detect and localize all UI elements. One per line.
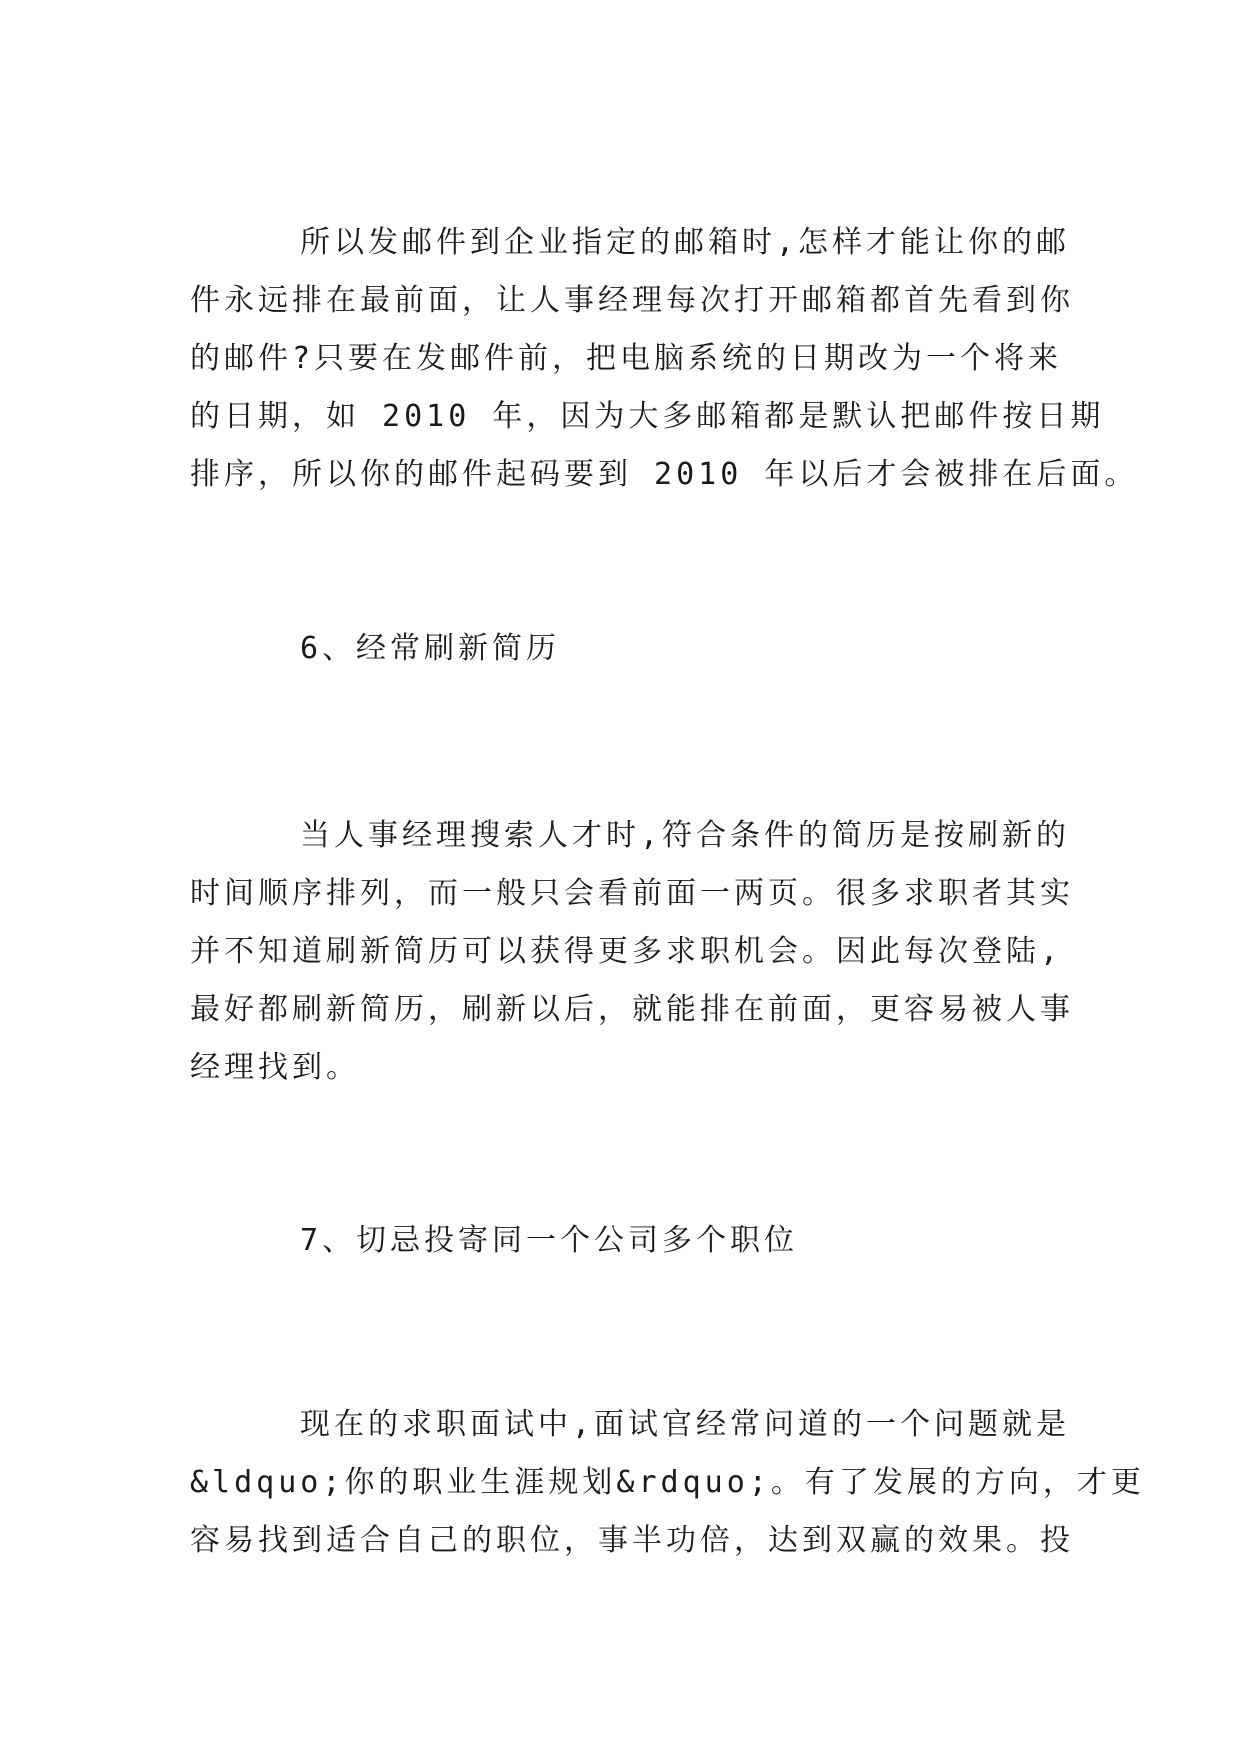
paragraph-refresh-resume bbox=[190, 807, 1074, 1097]
paragraph-email-date bbox=[190, 214, 1139, 504]
paragraph-line: 并不知道刷新简历可以获得更多求职机会。因此每次登陆, bbox=[190, 934, 1063, 969]
heading-text: 6、经常刷新简历 bbox=[300, 631, 561, 666]
paragraph-line: &ldquo;你的职业生涯规划&rdquo;。有了发展的方向，才更 bbox=[190, 1465, 1145, 1500]
paragraph-career-plan bbox=[190, 1396, 1145, 1570]
paragraph-line: 件永远排在最前面，让人事经理每次打开邮箱都首先看到你 bbox=[190, 283, 1074, 318]
paragraph-line: 时间顺序排列，而一般只会看前面一两页。很多求职者其实 bbox=[190, 876, 1074, 911]
paragraph-line: 最好都刷新简历，刷新以后，就能排在前面，更容易被人事 bbox=[190, 992, 1074, 1027]
paragraph-line: 经理找到。 bbox=[190, 1050, 360, 1085]
heading-text: 7、切忌投寄同一个公司多个职位 bbox=[300, 1223, 799, 1258]
paragraph-line: 所以发邮件到企业指定的邮箱时,怎样才能让你的邮 bbox=[300, 225, 1071, 260]
paragraph-line: 的邮件?只要在发邮件前，把电脑系统的日期改为一个将来 bbox=[190, 341, 1063, 376]
section-heading-7 bbox=[190, 1212, 1060, 1270]
paragraph-line: 容易找到适合自己的职位，事半功倍，达到双赢的效果。投 bbox=[190, 1523, 1074, 1558]
paragraph-line: 现在的求职面试中,面试官经常问道的一个问题就是 bbox=[300, 1407, 1071, 1442]
paragraph-line: 排序，所以你的邮件起码要到 2010 年以后才会被排在后面。 bbox=[190, 457, 1139, 492]
paragraph-line: 的日期，如 2010 年，因为大多邮箱都是默认把邮件按日期 bbox=[190, 399, 1105, 434]
paragraph-line: 当人事经理搜索人才时,符合条件的简历是按刷新的 bbox=[300, 818, 1071, 853]
section-heading-6 bbox=[190, 620, 1060, 678]
